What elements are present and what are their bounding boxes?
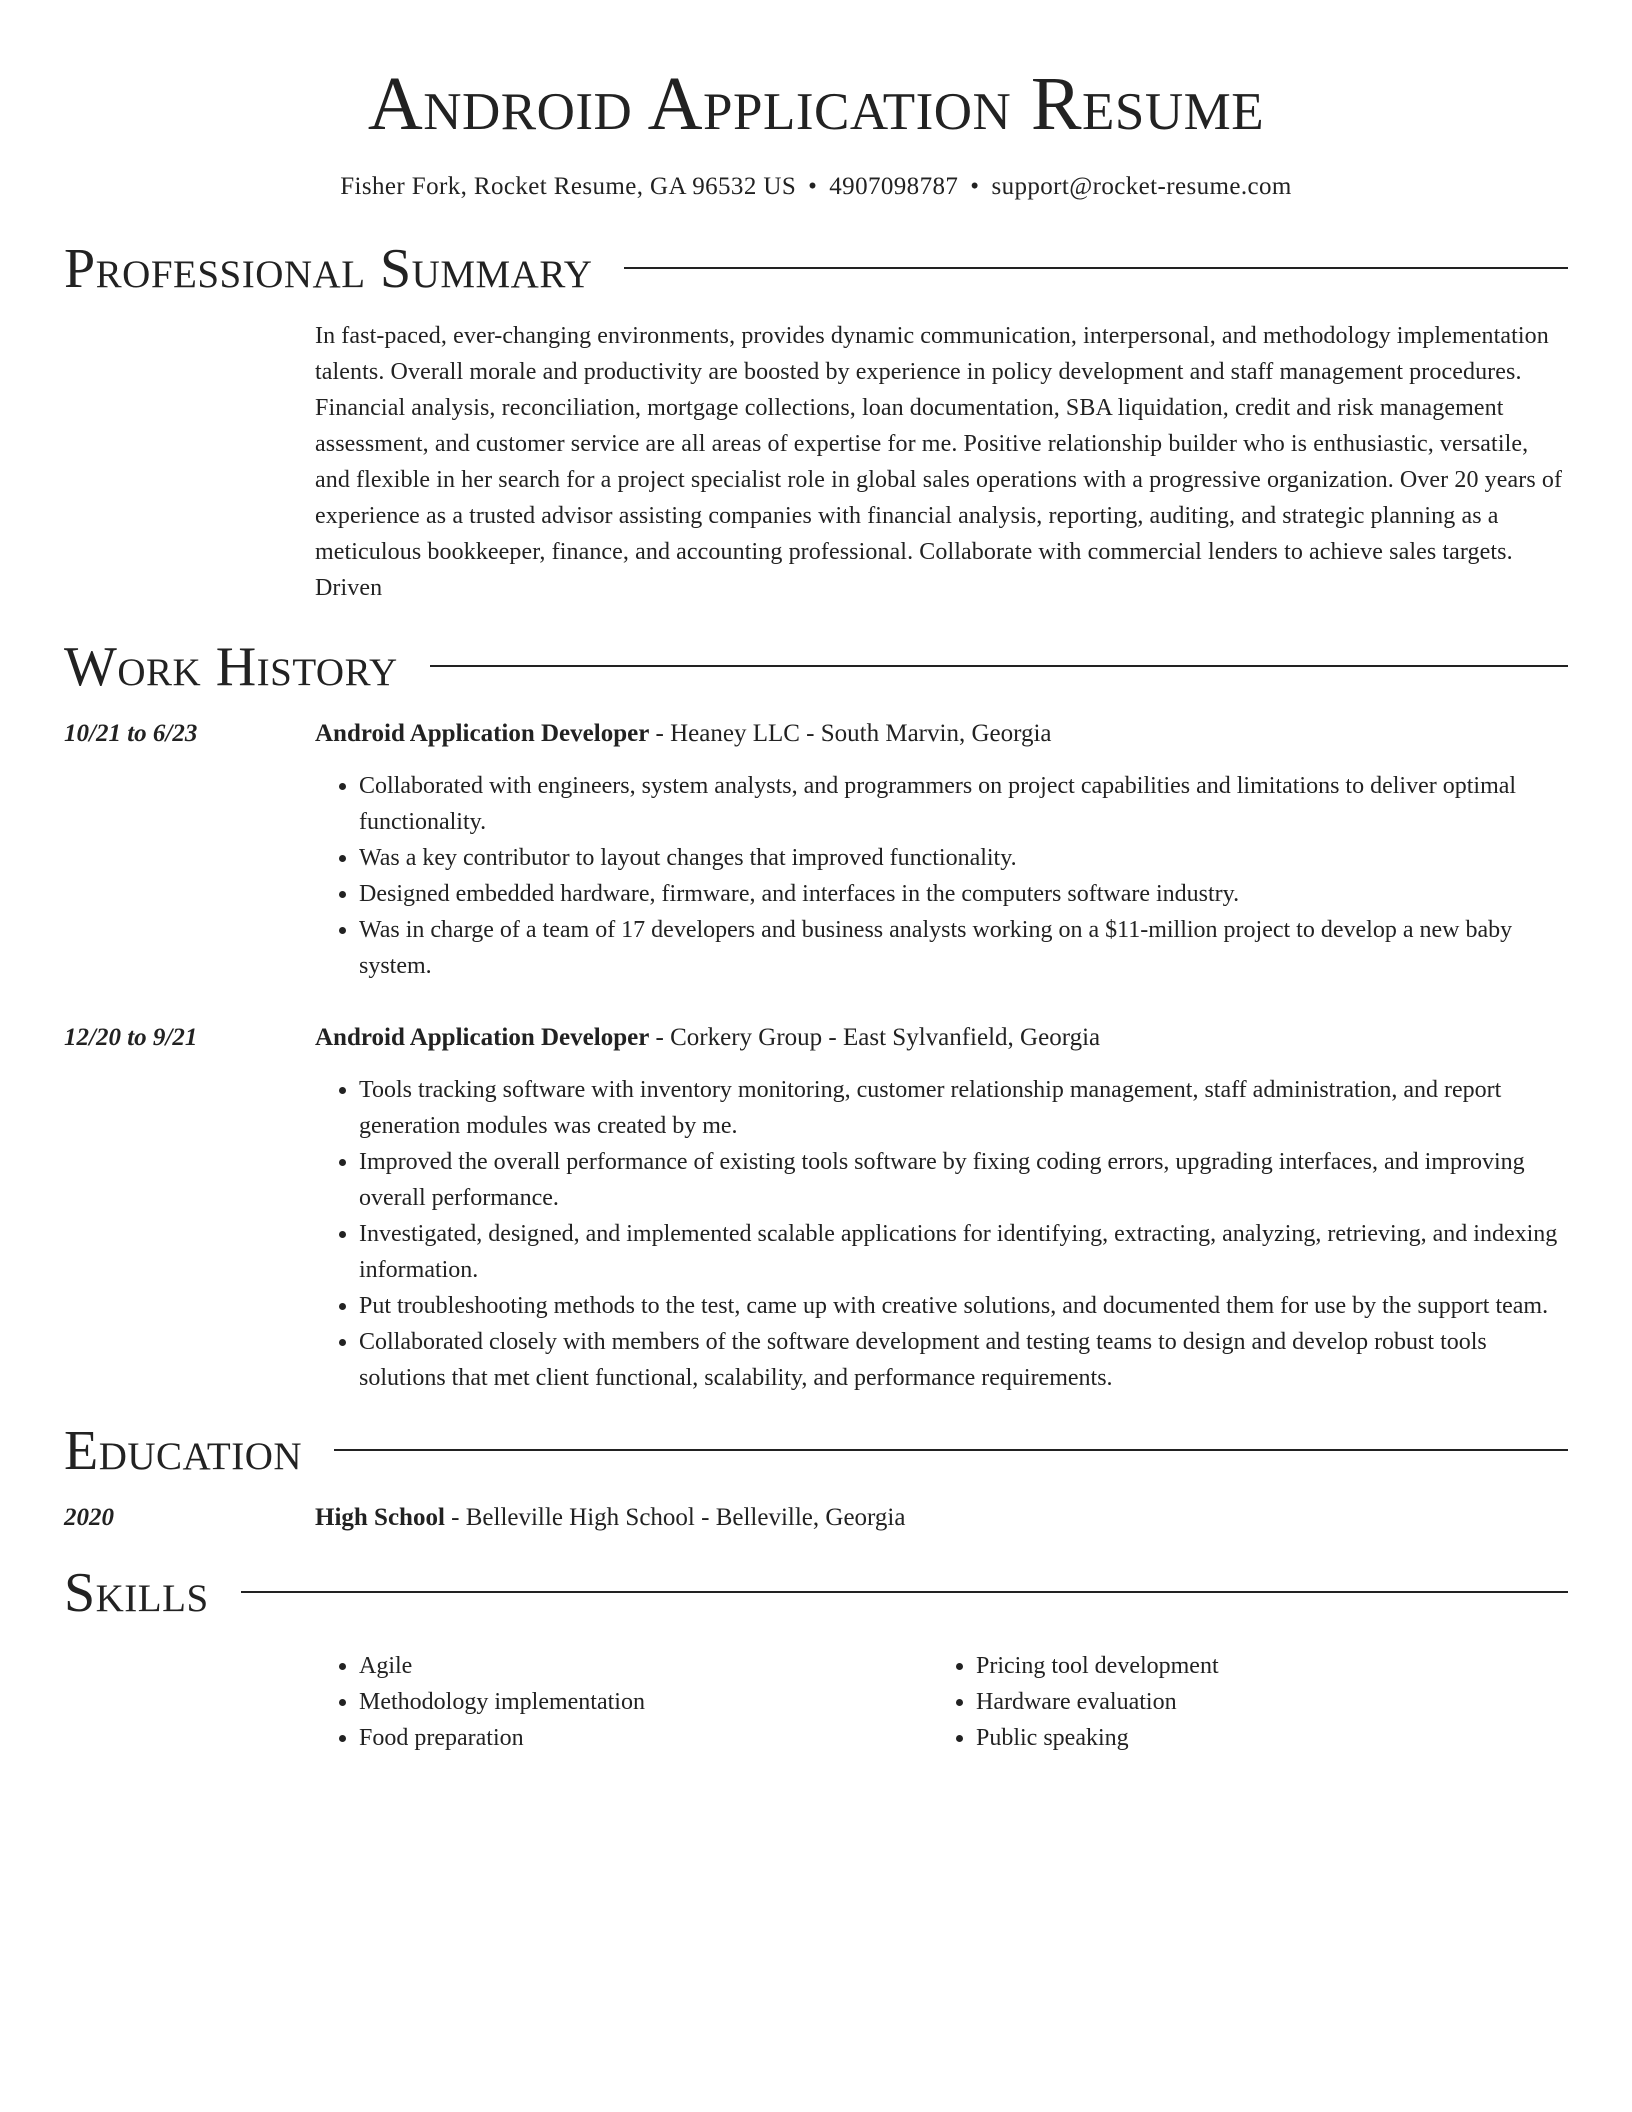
work-heading: Work History (64, 636, 398, 698)
contact-separator: • (808, 173, 818, 200)
skill-item: • Food preparation (359, 1720, 932, 1756)
skills-list-right (932, 1648, 1219, 1756)
summary-heading: Professional Summary (64, 238, 593, 300)
skill-item: • Pricing tool development (976, 1648, 1219, 1684)
skills-heading: Skills (64, 1562, 209, 1624)
education-line (315, 1500, 1568, 1536)
job-role: Android Application Developer (315, 1024, 650, 1051)
education-section-header (64, 1416, 1568, 1486)
job-body (315, 1020, 1568, 1396)
education-entry (64, 1500, 1568, 1536)
section-divider (334, 1449, 1568, 1451)
skill-item: • Hardware evaluation (976, 1684, 1219, 1720)
education-year: 2020 (64, 1504, 114, 1531)
job-entry (64, 1020, 1568, 1396)
section-divider (241, 1591, 1568, 1593)
skill-item: • Public speaking (976, 1720, 1219, 1756)
skills-section-header (64, 1558, 1568, 1628)
job-bullet-list (315, 1072, 1568, 1396)
job-bullet-list (315, 768, 1568, 984)
education-degree: High School (315, 1504, 445, 1531)
list-item: • Designed embedded hardware, firmware, and interfaces in the computers software industry. (359, 876, 1568, 912)
skills-row (64, 1648, 1568, 1756)
resume-name: Android Application Resume (367, 62, 1265, 146)
list-item: • Improved the overall performance of existing tools software by fixing coding errors, upgrading interfaces, and improving overall performance. (359, 1144, 1568, 1216)
contact-separator: • (970, 173, 980, 200)
list-item: • Tools tracking software with inventory monitoring, customer relationship management, staff administration, and report generation modules was created by me. (359, 1072, 1568, 1144)
contact-line (64, 170, 1568, 204)
section-divider (624, 267, 1568, 269)
skill-item: • Agile (359, 1648, 932, 1684)
contact-phone: 4907098787 (829, 173, 959, 200)
job-company: - Heaney LLC - South Marvin, Georgia (649, 720, 1052, 747)
education-school: - Belleville High School - Belleville, Georgia (444, 1504, 906, 1531)
resume-page (64, 0, 1568, 1756)
contact-address: Fisher Fork, Rocket Resume, GA 96532 US (340, 173, 797, 200)
job-entry (64, 716, 1568, 984)
list-item: • Collaborated closely with members of the software development and testing teams to design and develop robust tools solutions that met client functional, scalability, and performance requirements. (359, 1324, 1568, 1396)
list-item: • Put troubleshooting methods to the test, came up with creative solutions, and documented them for use by the support team. (359, 1288, 1568, 1324)
skills-spacer (64, 1648, 315, 1756)
summary-text: In fast-paced, ever-changing environments, provides dynamic communication, interpersonal, and methodology implementation talents. Overall morale and productivity are boosted by experience in policy development and staff management procedures. Financial analysis, reconciliation, mortgage collections, loan documentation, SBA liquidation, credit and risk management assessment, and customer service are all areas of expertise for me. Positive relationship builder who is enthusiastic, versatile, and flexible in her search for a project specialist role in global sales operations with a progressive organization. Over 20 years of experience as a trusted advisor assisting companies with financial analysis, reporting, auditing, and strategic planning as a meticulous bookkeeper, finance, and accounting professional. Collaborate with commercial lenders to achieve sales targets. Driven (315, 323, 1563, 601)
summary-section-header (64, 234, 1568, 304)
list-item: • Investigated, designed, and implemented scalable applications for identifying, extracting, analyzing, retrieving, and indexing information. (359, 1216, 1568, 1288)
job-title-line (315, 716, 1568, 752)
skills-list-left (315, 1648, 932, 1756)
job-role: Android Application Developer (315, 720, 650, 747)
skills-grid (315, 1648, 1568, 1756)
job-title-line (315, 1020, 1568, 1056)
list-item: • Was a key contributor to layout changes that improved functionality. (359, 840, 1568, 876)
list-item: • Was in charge of a team of 17 developers and business analysts working on a $11-million project to develop a new baby system. (359, 912, 1568, 984)
job-dates: 12/20 to 9/21 (64, 1024, 198, 1051)
skill-item: • Methodology implementation (359, 1684, 932, 1720)
summary-row (64, 318, 1568, 606)
job-company: - Corkery Group - East Sylvanfield, Georgia (649, 1024, 1101, 1051)
summary-spacer (64, 318, 315, 606)
education-heading: Education (64, 1420, 303, 1482)
list-item: • Collaborated with engineers, system analysts, and programmers on project capabilities and limitations to deliver optimal functionality. (359, 768, 1568, 840)
job-body (315, 716, 1568, 984)
contact-email: support@rocket-resume.com (991, 173, 1292, 200)
work-section-header (64, 632, 1568, 702)
job-dates: 10/21 to 6/23 (64, 720, 198, 747)
section-divider (430, 665, 1568, 667)
